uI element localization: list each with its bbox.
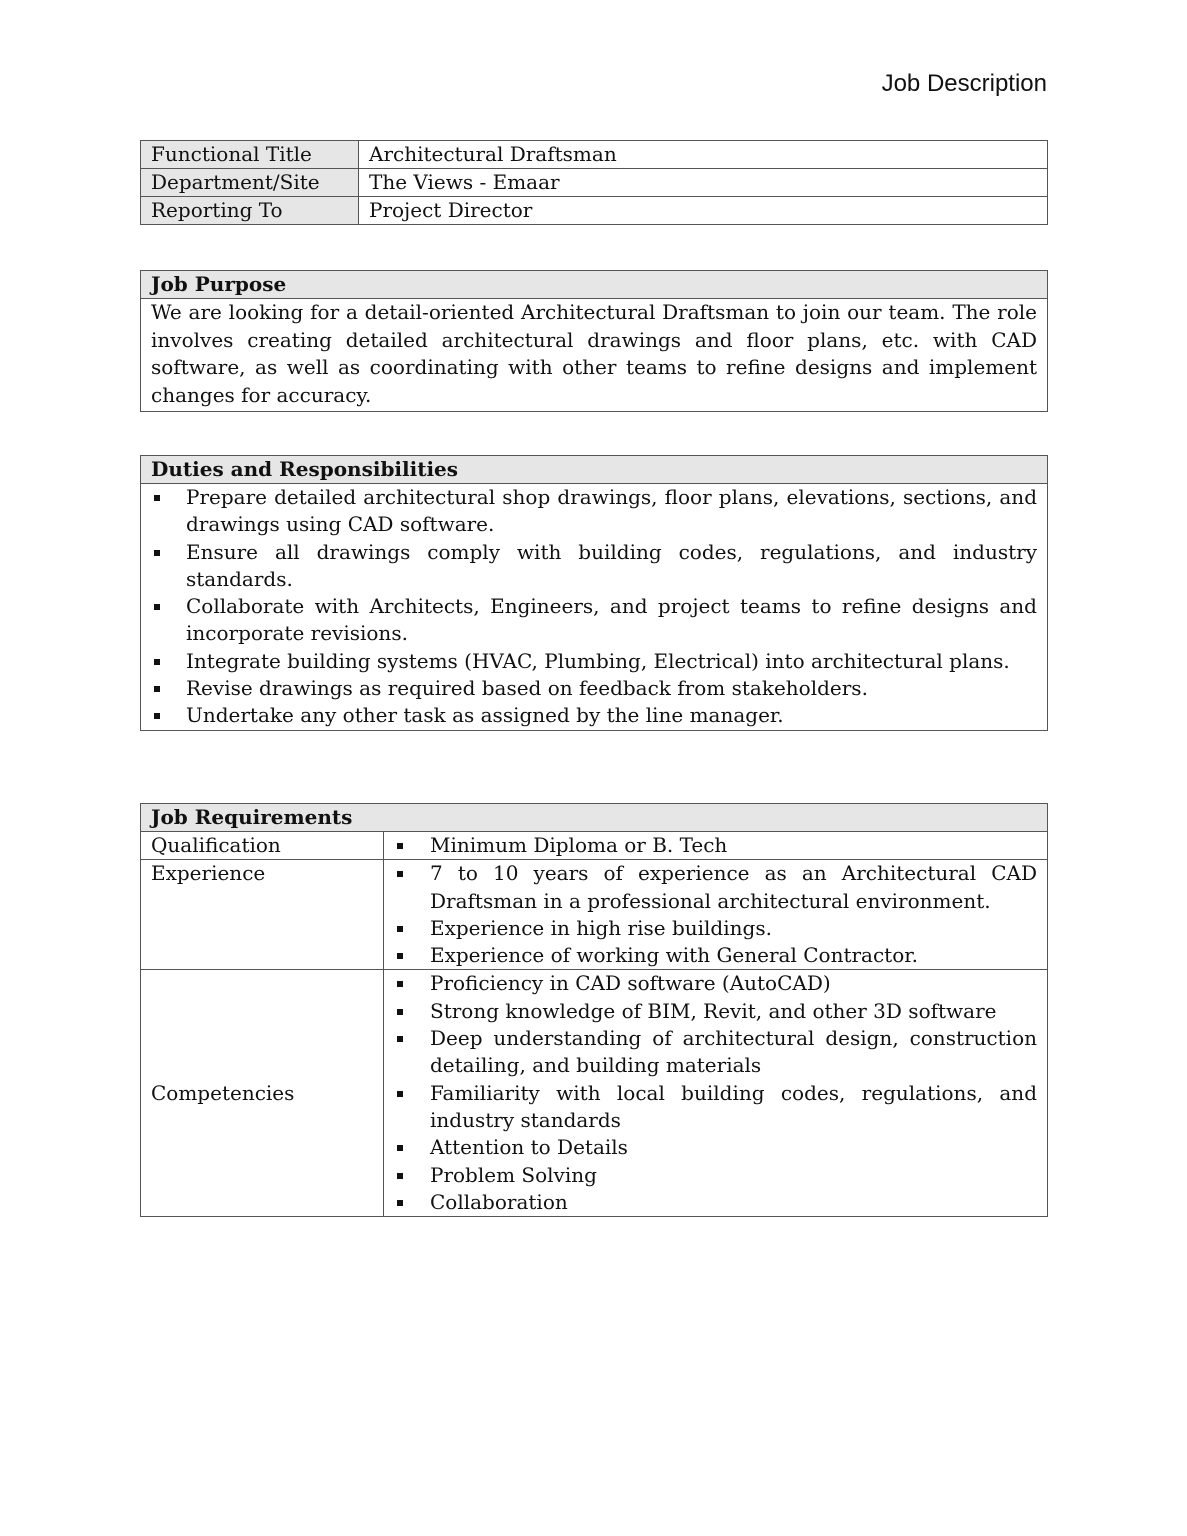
- list-item: Undertake any other task as assigned by the line manager.: [151, 702, 1037, 729]
- qualification-value: [384, 832, 1047, 859]
- table-row: [141, 197, 1047, 224]
- square-bullet-icon: [397, 953, 403, 959]
- table-row: [141, 970, 1047, 1216]
- duties-heading: Duties and Responsibilities: [141, 456, 1047, 484]
- list-item: Experience of working with General Contractor.: [394, 942, 1037, 969]
- square-bullet-icon: [397, 1036, 403, 1042]
- square-bullet-icon: [397, 1145, 403, 1151]
- list-item: Strong knowledge of BIM, Revit, and other 3D software: [394, 998, 1037, 1025]
- square-bullet-icon: [397, 1173, 403, 1179]
- duties-list: [141, 484, 1047, 730]
- list-item: Familiarity with local building codes, regulations, and industry standards: [394, 1080, 1037, 1135]
- list-item: Integrate building systems (HVAC, Plumbing, Electrical) into architectural plans.: [151, 648, 1037, 675]
- reporting-to-label: Reporting To: [141, 197, 359, 224]
- table-row: [141, 169, 1047, 197]
- job-info-table: [140, 140, 1048, 225]
- duties-section: [140, 455, 1048, 731]
- reporting-to-value: Project Director: [369, 198, 533, 222]
- page-title: Job Description: [881, 70, 1047, 97]
- list-item: Collaboration: [394, 1189, 1037, 1216]
- list-item: Deep understanding of architectural design, construction detailing, and building materials: [394, 1025, 1037, 1080]
- job-purpose-section: [140, 270, 1048, 412]
- table-row: [141, 141, 1047, 169]
- square-bullet-icon: [397, 1200, 403, 1206]
- square-bullet-icon: [397, 843, 403, 849]
- table-row: [141, 860, 1047, 970]
- list-item: Attention to Details: [394, 1134, 1037, 1161]
- square-bullet-icon: [397, 871, 403, 877]
- experience-value: [384, 860, 1047, 969]
- list-item: 7 to 10 years of experience as an Architectural CAD Draftsman in a professional architectural environment.: [394, 860, 1037, 915]
- square-bullet-icon: [397, 926, 403, 932]
- table-row: [141, 832, 1047, 860]
- square-bullet-icon: [397, 1009, 403, 1015]
- square-bullet-icon: [154, 686, 160, 692]
- square-bullet-icon: [154, 604, 160, 610]
- list-item: Collaborate with Architects, Engineers, and project teams to refine designs and incorporate revisions.: [151, 593, 1037, 648]
- experience-label: Experience: [141, 860, 384, 969]
- square-bullet-icon: [397, 981, 403, 987]
- requirements-heading: Job Requirements: [141, 804, 1047, 832]
- square-bullet-icon: [154, 495, 160, 501]
- list-item: Revise drawings as required based on feedback from stakeholders.: [151, 675, 1037, 702]
- list-item: Proficiency in CAD software (AutoCAD): [394, 970, 1037, 997]
- list-item: Problem Solving: [394, 1162, 1037, 1189]
- requirements-section: [140, 803, 1048, 1217]
- functional-title-value: Architectural Draftsman: [369, 142, 617, 166]
- job-purpose-heading: Job Purpose: [141, 271, 1047, 299]
- job-purpose-text: We are looking for a detail-oriented Architectural Draftsman to join our team. The role involves creating detailed architectural drawings and floor plans, etc. with CAD software, as well as coordinating with other teams to refine designs and implement changes for accuracy.: [151, 300, 1037, 407]
- square-bullet-icon: [154, 713, 160, 719]
- square-bullet-icon: [397, 1091, 403, 1097]
- list-item: Ensure all drawings comply with building codes, regulations, and industry standards.: [151, 539, 1037, 594]
- competencies-label: Competencies: [141, 970, 384, 1216]
- competencies-value: [384, 970, 1047, 1216]
- list-item: Experience in high rise buildings.: [394, 915, 1037, 942]
- functional-title-label: Functional Title: [141, 141, 359, 168]
- department-site-label: Department/Site: [141, 169, 359, 196]
- square-bullet-icon: [154, 659, 160, 665]
- department-site-value: The Views - Emaar: [369, 170, 560, 194]
- list-item: Prepare detailed architectural shop drawings, floor plans, elevations, sections, and drawings using CAD software.: [151, 484, 1037, 539]
- list-item: Minimum Diploma or B. Tech: [394, 832, 1037, 859]
- qualification-label: Qualification: [141, 832, 384, 859]
- square-bullet-icon: [154, 550, 160, 556]
